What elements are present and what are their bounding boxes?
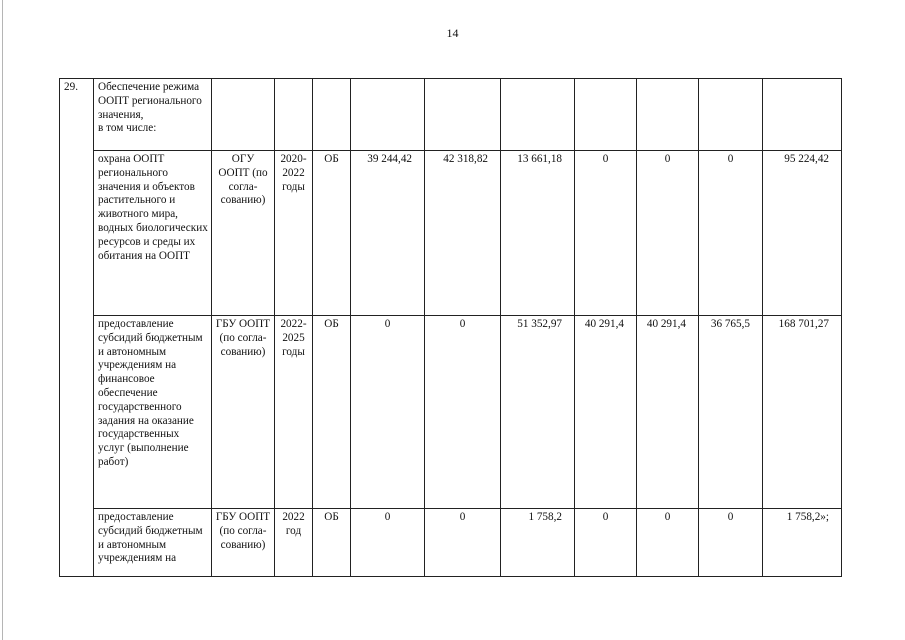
- value-cell: 36 765,5: [699, 316, 763, 509]
- source-cell: ОБ: [313, 316, 351, 509]
- value-cell: 1 758,2: [501, 509, 575, 577]
- value-cell: 0: [699, 151, 763, 316]
- empty-cell: [425, 79, 501, 151]
- value-cell: 0: [425, 316, 501, 509]
- table-row: [60, 151, 842, 316]
- period-cell: 2020-2022 годы: [275, 151, 313, 316]
- value-cell: 0: [351, 509, 425, 577]
- activity-name: предоставление субсидий бюджетным и автономным учреждениям на: [94, 509, 212, 577]
- value-cell: 0: [575, 151, 637, 316]
- empty-cell: [351, 79, 425, 151]
- empty-cell: [637, 79, 699, 151]
- value-cell: 39 244,42: [351, 151, 425, 316]
- source-cell: ОБ: [313, 509, 351, 577]
- table-row: [60, 509, 842, 577]
- item-title: Обеспечение режима ООПТ регионального значения,: [98, 81, 202, 121]
- value-cell: 40 291,4: [637, 316, 699, 509]
- value-cell: 0: [699, 509, 763, 577]
- executor-cell: ОГУ ООПТ (по согла-сованию): [212, 151, 275, 316]
- executor-cell: ГБУ ООПТ (по согла-сованию): [212, 509, 275, 577]
- value-cell: 42 318,82: [425, 151, 501, 316]
- value-cell: 0: [637, 509, 699, 577]
- value-cell: 0: [425, 509, 501, 577]
- total-cell: 95 224,42: [763, 151, 842, 316]
- total-cell: 168 701,27: [763, 316, 842, 509]
- empty-cell: [699, 79, 763, 151]
- activity-name: охрана ООПТ регионального значения и объектов растительного и животного мира, водных биологических ресурсов и среды их обитания на ООПТ: [94, 151, 212, 316]
- empty-cell: [275, 79, 313, 151]
- activity-name: предоставление субсидий бюджетным и автономным учреждениям на финансовое обеспечение государственного задания на оказание государственных услуг (выполнение работ): [94, 316, 212, 509]
- page-edge-line: [2, 0, 3, 640]
- value-cell: 51 352,97: [501, 316, 575, 509]
- table-row: [60, 316, 842, 509]
- empty-cell: [313, 79, 351, 151]
- empty-cell: [575, 79, 637, 151]
- period-cell: 2022-2025 годы: [275, 316, 313, 509]
- item-title-cell: [94, 79, 212, 151]
- value-cell: 0: [575, 509, 637, 577]
- empty-cell: [212, 79, 275, 151]
- period-cell: 2022 год: [275, 509, 313, 577]
- source-cell: ОБ: [313, 151, 351, 316]
- row-number-cell: [60, 79, 94, 577]
- row-number: 29.: [64, 81, 78, 93]
- budget-table: [59, 78, 842, 577]
- page-number: 14: [446, 26, 459, 40]
- empty-cell: [501, 79, 575, 151]
- value-cell: 40 291,4: [575, 316, 637, 509]
- total-cell: 1 758,2»;: [763, 509, 842, 577]
- value-cell: 0: [351, 316, 425, 509]
- executor-cell: ГБУ ООПТ (по согла-сованию): [212, 316, 275, 509]
- table-row-29: [60, 79, 842, 151]
- value-cell: 0: [637, 151, 699, 316]
- empty-cell: [763, 79, 842, 151]
- value-cell: 13 661,18: [501, 151, 575, 316]
- item-title-suffix: в том числе:: [98, 122, 157, 135]
